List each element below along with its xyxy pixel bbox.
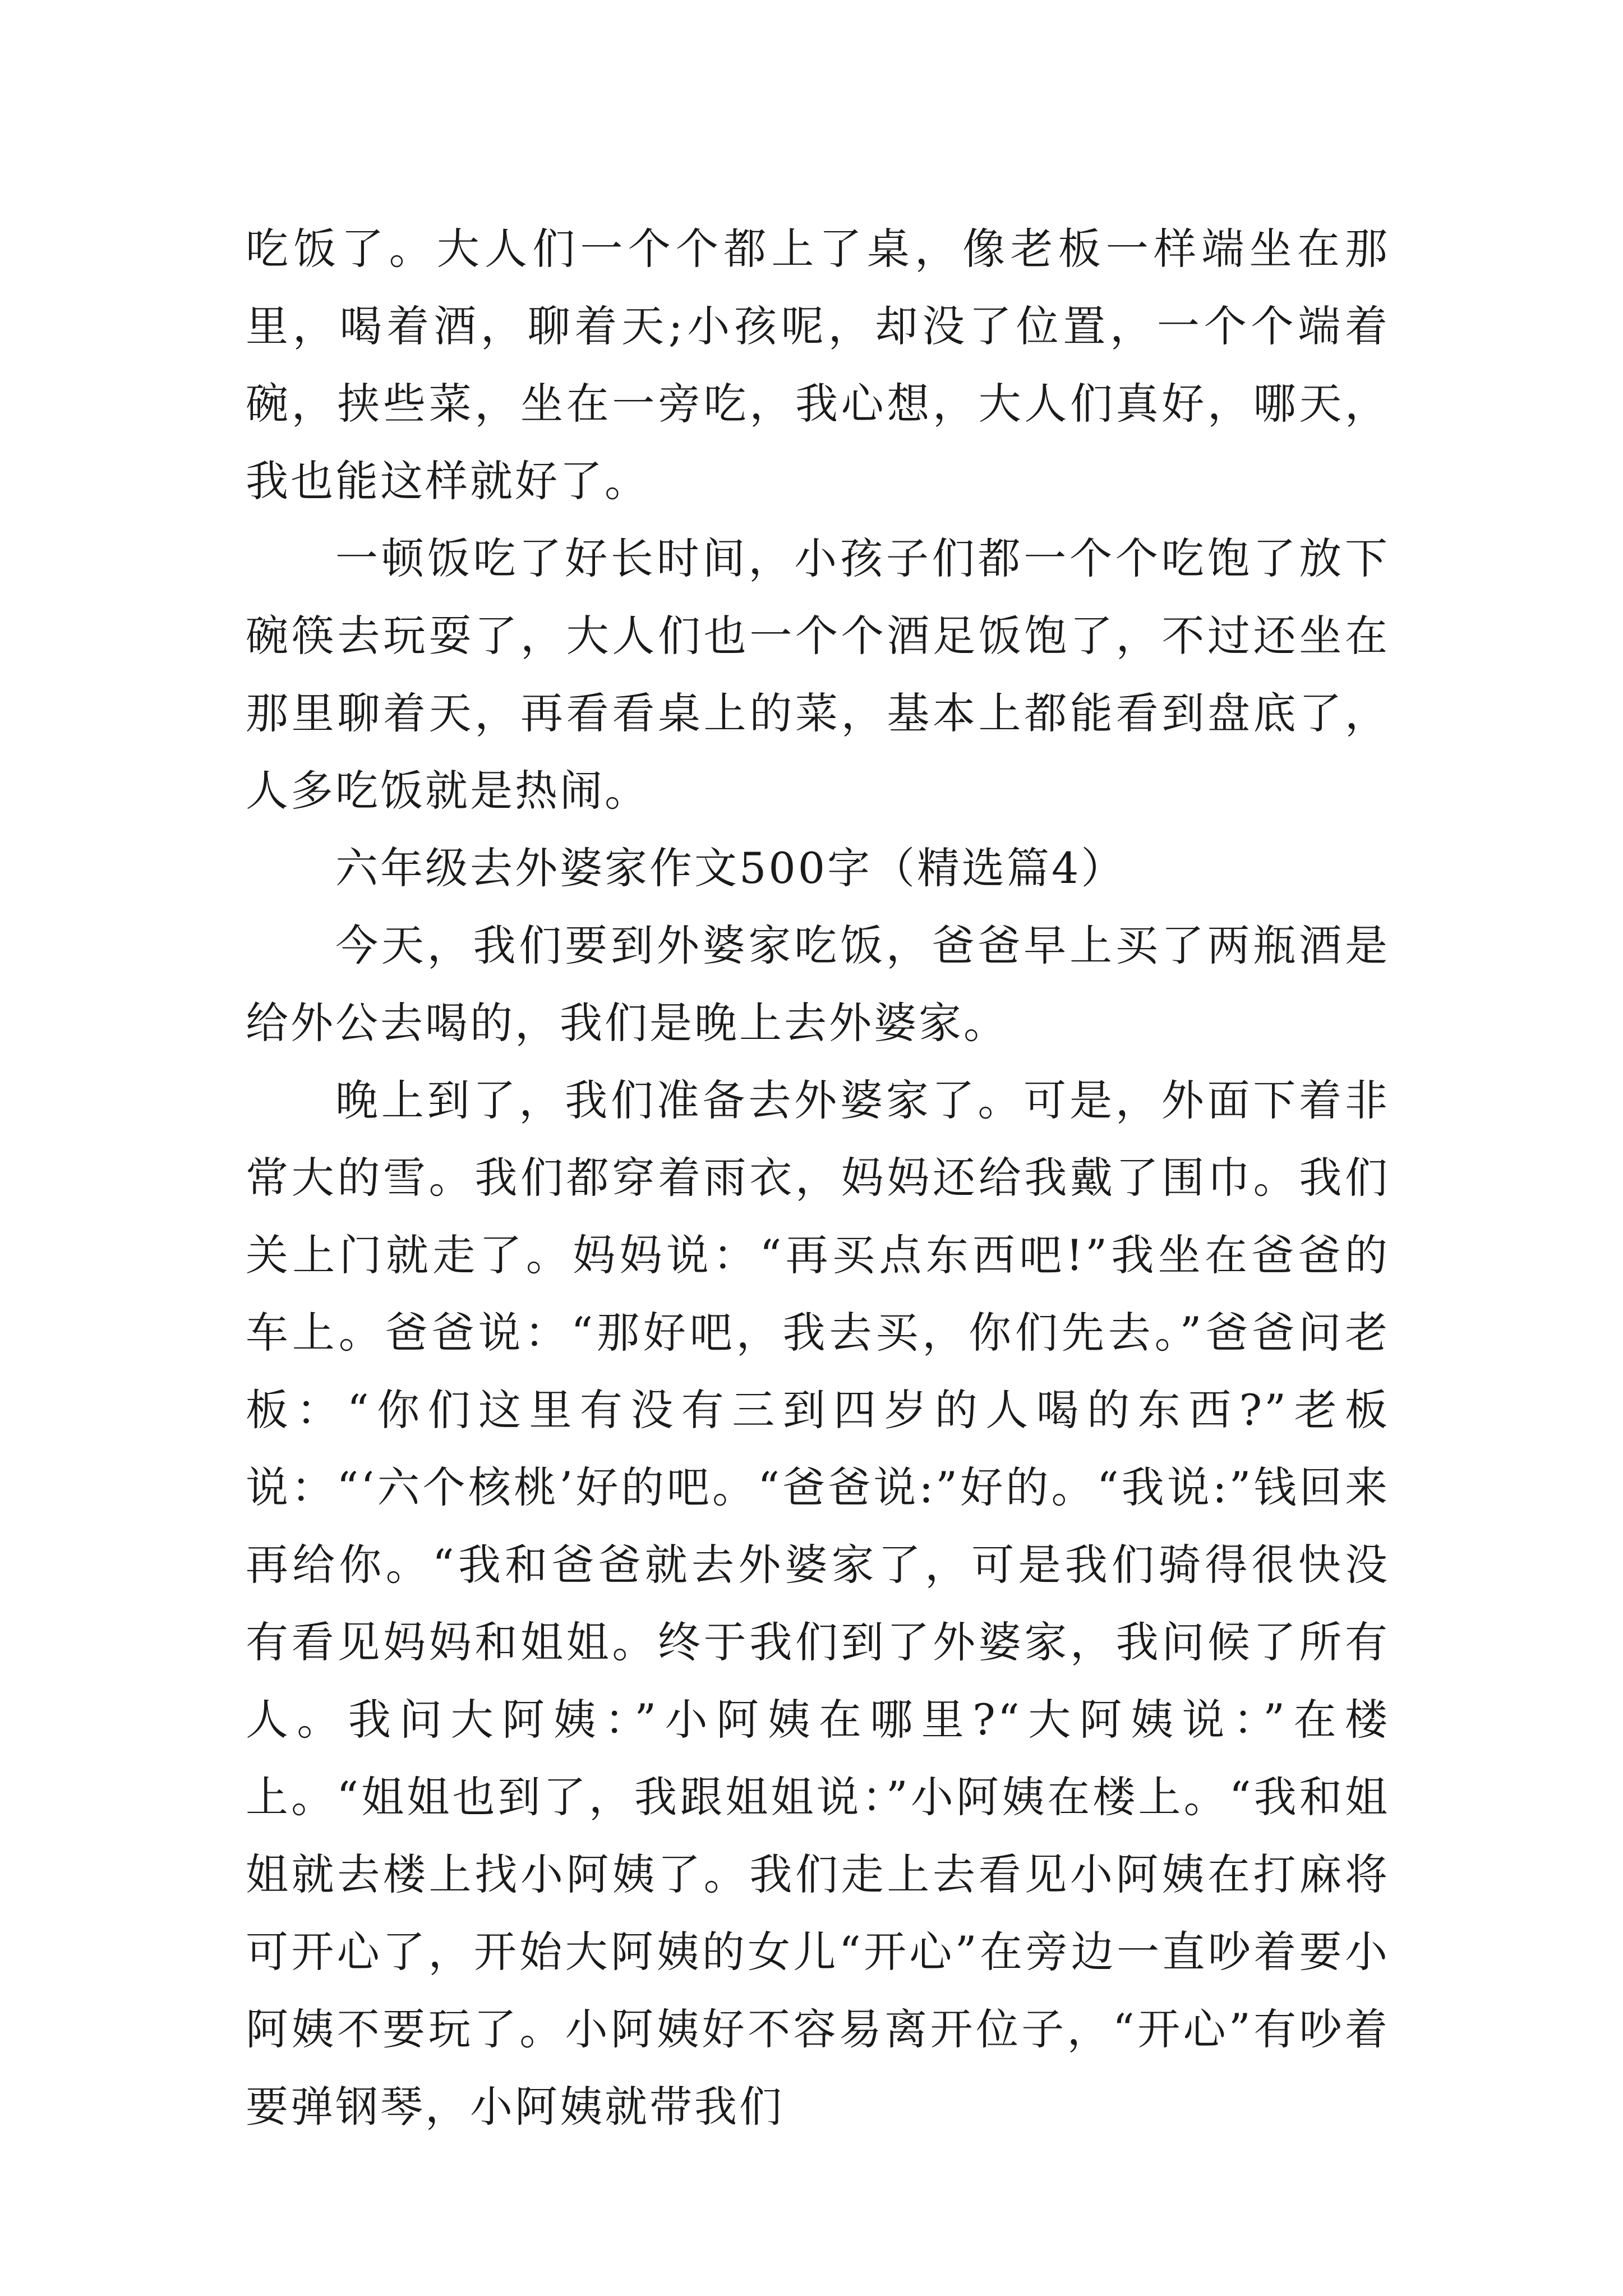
paragraph-1: 吃饭了。大人们一个个都上了桌，像老板一样端坐在那里，喝着酒，聊着天;小孩呢，却没了位置，一个个端着碗，挟些菜，坐在一旁吃，我心想，大人们真好，哪天，我也能这样就好了。 (246, 224, 1390, 506)
paragraph-4: 晚上到了，我们准备去外婆家了。可是，外面下着非常大的雪。我们都穿着雨衣，妈妈还给我戴了围巾。我们关上门就走了。妈妈说：“再买点东西吧!”我坐在爸爸的车上。爸爸说：“那好吧，我去买，你们先去。”爸爸问老板：“你们这里有没有三到四岁的人喝的东西?”老板说：“‘六个核桃’好的吧。“爸爸说:”好的。“我说:”钱回来再给你。“我和爸爸就去外婆家了，可是我们骑得很快没有看见妈妈和姐姐。终于我们到了外婆家，我问候了所有人。我问大阿姨：”小阿姨在哪里?“大阿姨说：”在楼上。“姐姐也到了，我跟姐姐说：”小阿姨在楼上。“我和姐姐就去楼上找小阿姨了。我们走上去看见小阿姨在打麻将可开心了，开始大阿姨的女儿“开心”在旁边一直吵着要小阿姨不要玩了。小阿姨好不容易离开位子，“开心”有吵着要弹钢琴，小阿姨就带我们 (246, 1075, 1390, 2132)
paragraph-2: 一顿饭吃了好长时间，小孩子们都一个个吃饱了放下碗筷去玩耍了，大人们也一个个酒足饭饱了，不过还坐在那里聊着天，再看看桌上的菜，基本上都能看到盘底了，人多吃饭就是热闹。 (246, 533, 1390, 816)
section-heading: 六年级去外婆家作文500字（精选篇4） (335, 843, 1126, 893)
document-body (246, 210, 1390, 2146)
paragraph-3: 今天，我们要到外婆家吃饭，爸爸早上买了两瓶酒是给外公去喝的，我们是晚上去外婆家。 (246, 921, 1390, 1048)
